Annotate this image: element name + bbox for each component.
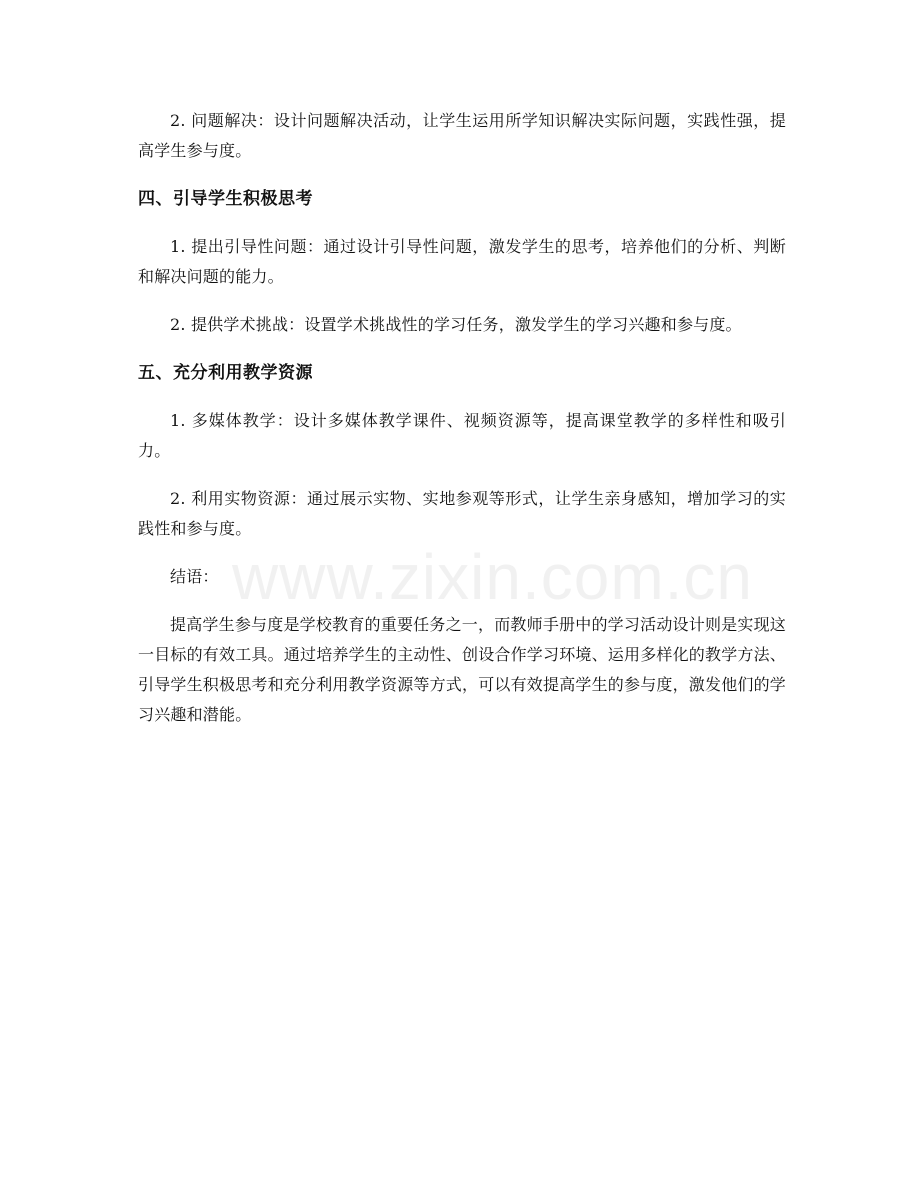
watermark: www.zixin.com.cn xyxy=(232,541,753,613)
paragraph-physical-resources: 2. 利用实物资源：通过展示实物、实地参观等形式，让学生亲身感知，增加学习的实践性和参与度。 xyxy=(138,489,786,538)
paragraph-multimedia: 1. 多媒体教学：设计多媒体教学课件、视频资源等，提高课堂教学的多样性和吸引力。 xyxy=(138,411,786,460)
paragraph-problem-solving: 2. 问题解决：设计问题解决活动，让学生运用所学知识解决实际问题，实践性强，提高学生参与度。 xyxy=(138,111,786,160)
document-body xyxy=(138,106,786,748)
paragraph-conclusion: 提高学生参与度是学校教育的重要任务之一，而教师手册中的学习活动设计则是实现这一目标的有效工具。通过培养学生的主动性、创设合作学习环境、运用多样化的教学方法、引导学生积极思考和充分利用教学资源等方式，可以有效提高学生的参与度，激发他们的学习兴趣和潜能。 xyxy=(138,615,787,724)
paragraph-guiding-questions: 1. 提出引导性问题：通过设计引导性问题，激发学生的思考，培养他们的分析、判断和解决问题的能力。 xyxy=(138,237,786,286)
section-heading-5: 五、充分利用教学资源 xyxy=(138,363,313,383)
section-heading-4: 四、引导学生积极思考 xyxy=(138,189,313,209)
paragraph-conclusion-label: 结语： xyxy=(170,567,219,586)
paragraph-academic-challenge: 2. 提供学术挑战：设置学术挑战性的学习任务，激发学生的学习兴趣和参与度。 xyxy=(170,315,742,334)
